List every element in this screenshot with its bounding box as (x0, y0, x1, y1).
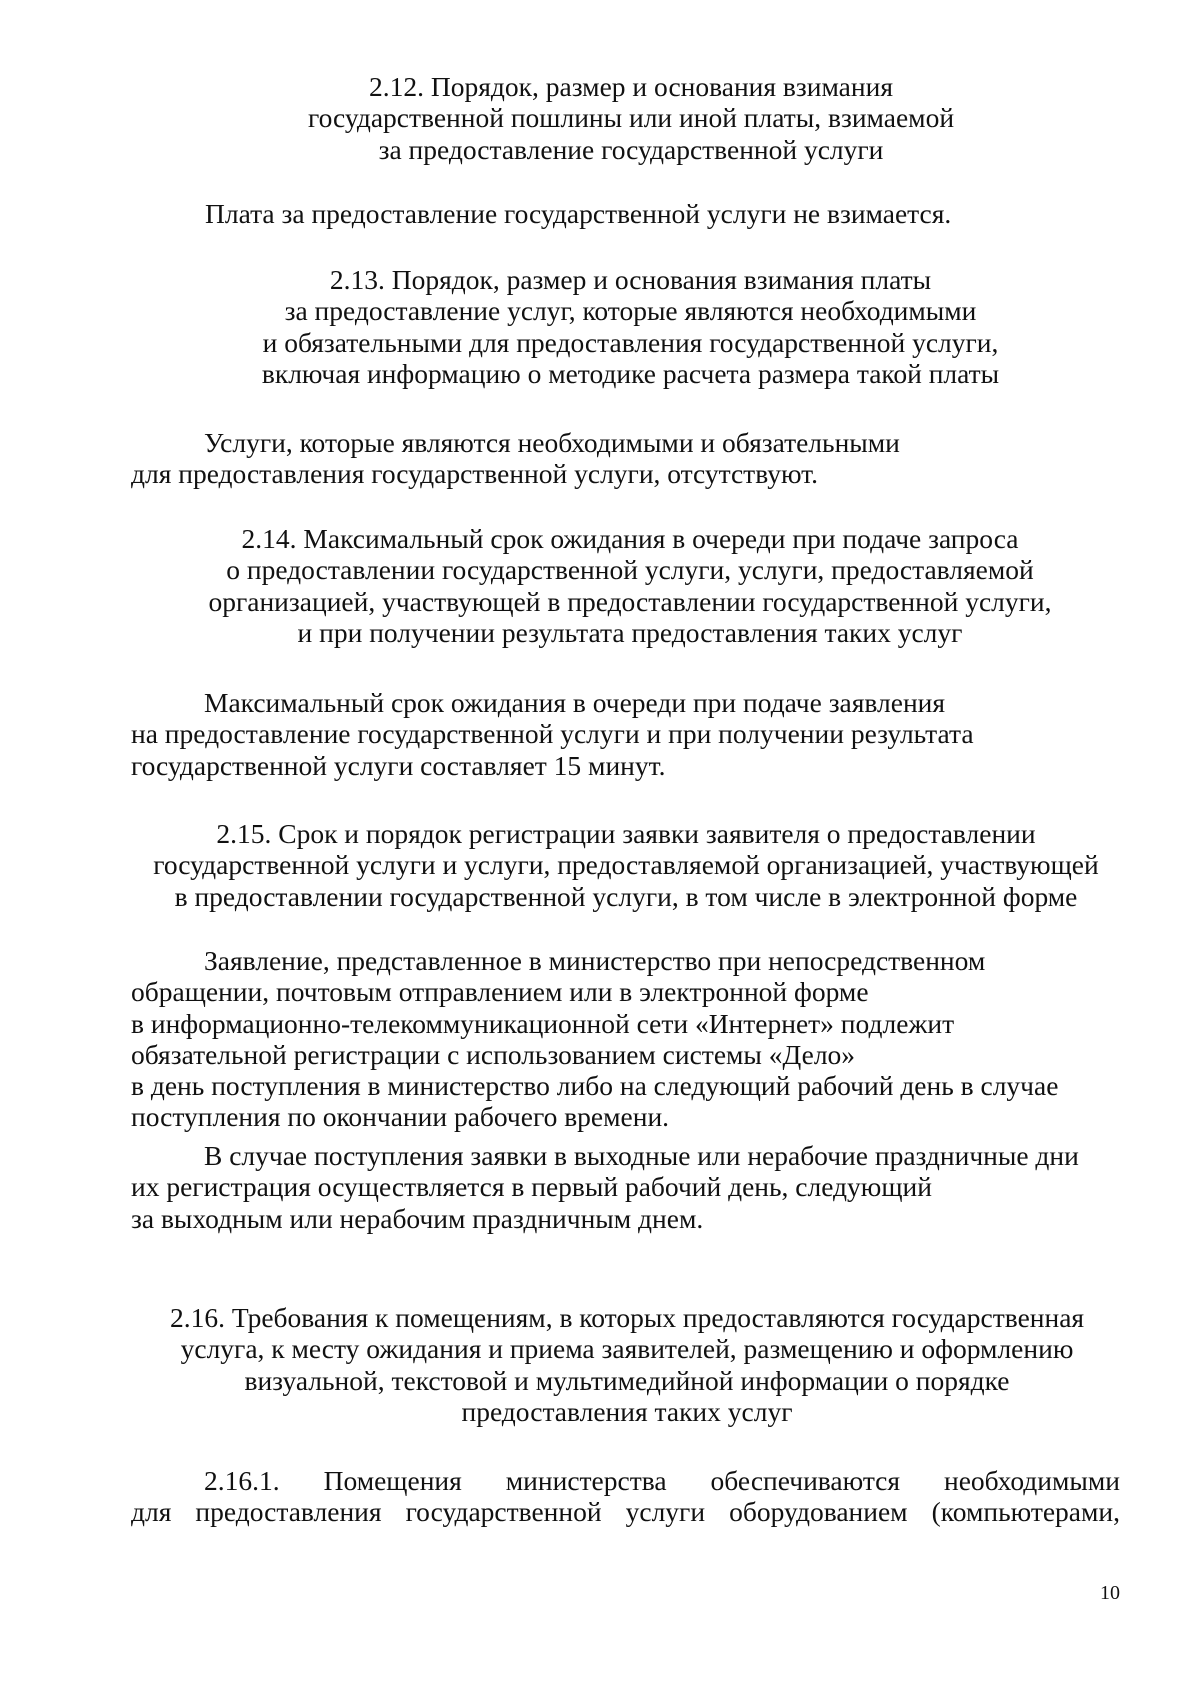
section-2-15-text-2: В случае поступления заявки в выходные или нерабочие праздничные дни их регистрация осуществляется в первый рабочий день, следующий за выходным или нерабочим праздничным днем. (131, 1140, 1079, 1234)
section-2-16-heading: 2.16. Требования к помещениям, в которых предоставляются государственная услуга, к месту ожидания и приема заявителей, размещению и оформлению визуальной, текстовой и мультимедийной информации о порядке предоставления таких услуг (169, 1302, 1085, 1427)
section-2-15-heading: 2.15. Срок и порядок регистрации заявки заявителя о предоставлении государственной услуги и услуги, предоставляемой организацией, участвующей в предоставлении государственной услуги, в том числе в электронной форме (153, 818, 1099, 912)
section-2-13-text: Услуги, которые являются необходимыми и обязательными для предоставления государственной услуги, отсутствуют. (131, 427, 900, 490)
section-2-13-heading: 2.13. Порядок, размер и основания взимания платы за предоставление услуг, которые являются необходимыми и обязательными для предоставления государственной услуги, включая информацию о методике расчета размера такой платы (261, 264, 1000, 389)
section-2-15-text: Заявление, представленное в министерство при непосредственном обращении, почтовым отправлением или в электронной форме в информационно-телекоммуникационной сети «Интернет» подлежит обязательной регистрации с использованием системы «Дело» в день поступления в министерство либо на следующий рабочий день в случае поступления по окончании рабочего времени. (131, 945, 1059, 1133)
section-2-14-heading: 2.14. Максимальный срок ожидания в очереди при подаче запроса о предоставлении государственной услуги, услуги, предоставляемой организацией, участвующей в предоставлении государственной услуги, и при получении результата предоставления таких услуг (208, 523, 1052, 648)
section-2-16-text: 2.16.1. Помещения министерства обеспечиваются необходимыми для предоставления государственной услуги оборудованием (компьютерами, (131, 1465, 1120, 1528)
page-number: 10 (1100, 1582, 1120, 1604)
section-2-14-text: Максимальный срок ожидания в очереди при подаче заявления на предоставление государственной услуги и при получении результата государственной услуги составляет 15 минут. (131, 687, 974, 781)
section-2-12-heading: 2.12. Порядок, размер и основания взимания государственной пошлины или иной платы, взимаемой за предоставление государственной услуги (307, 71, 955, 165)
section-2-12-text: Плата за предоставление государственной услуги не взимается. (205, 198, 952, 229)
